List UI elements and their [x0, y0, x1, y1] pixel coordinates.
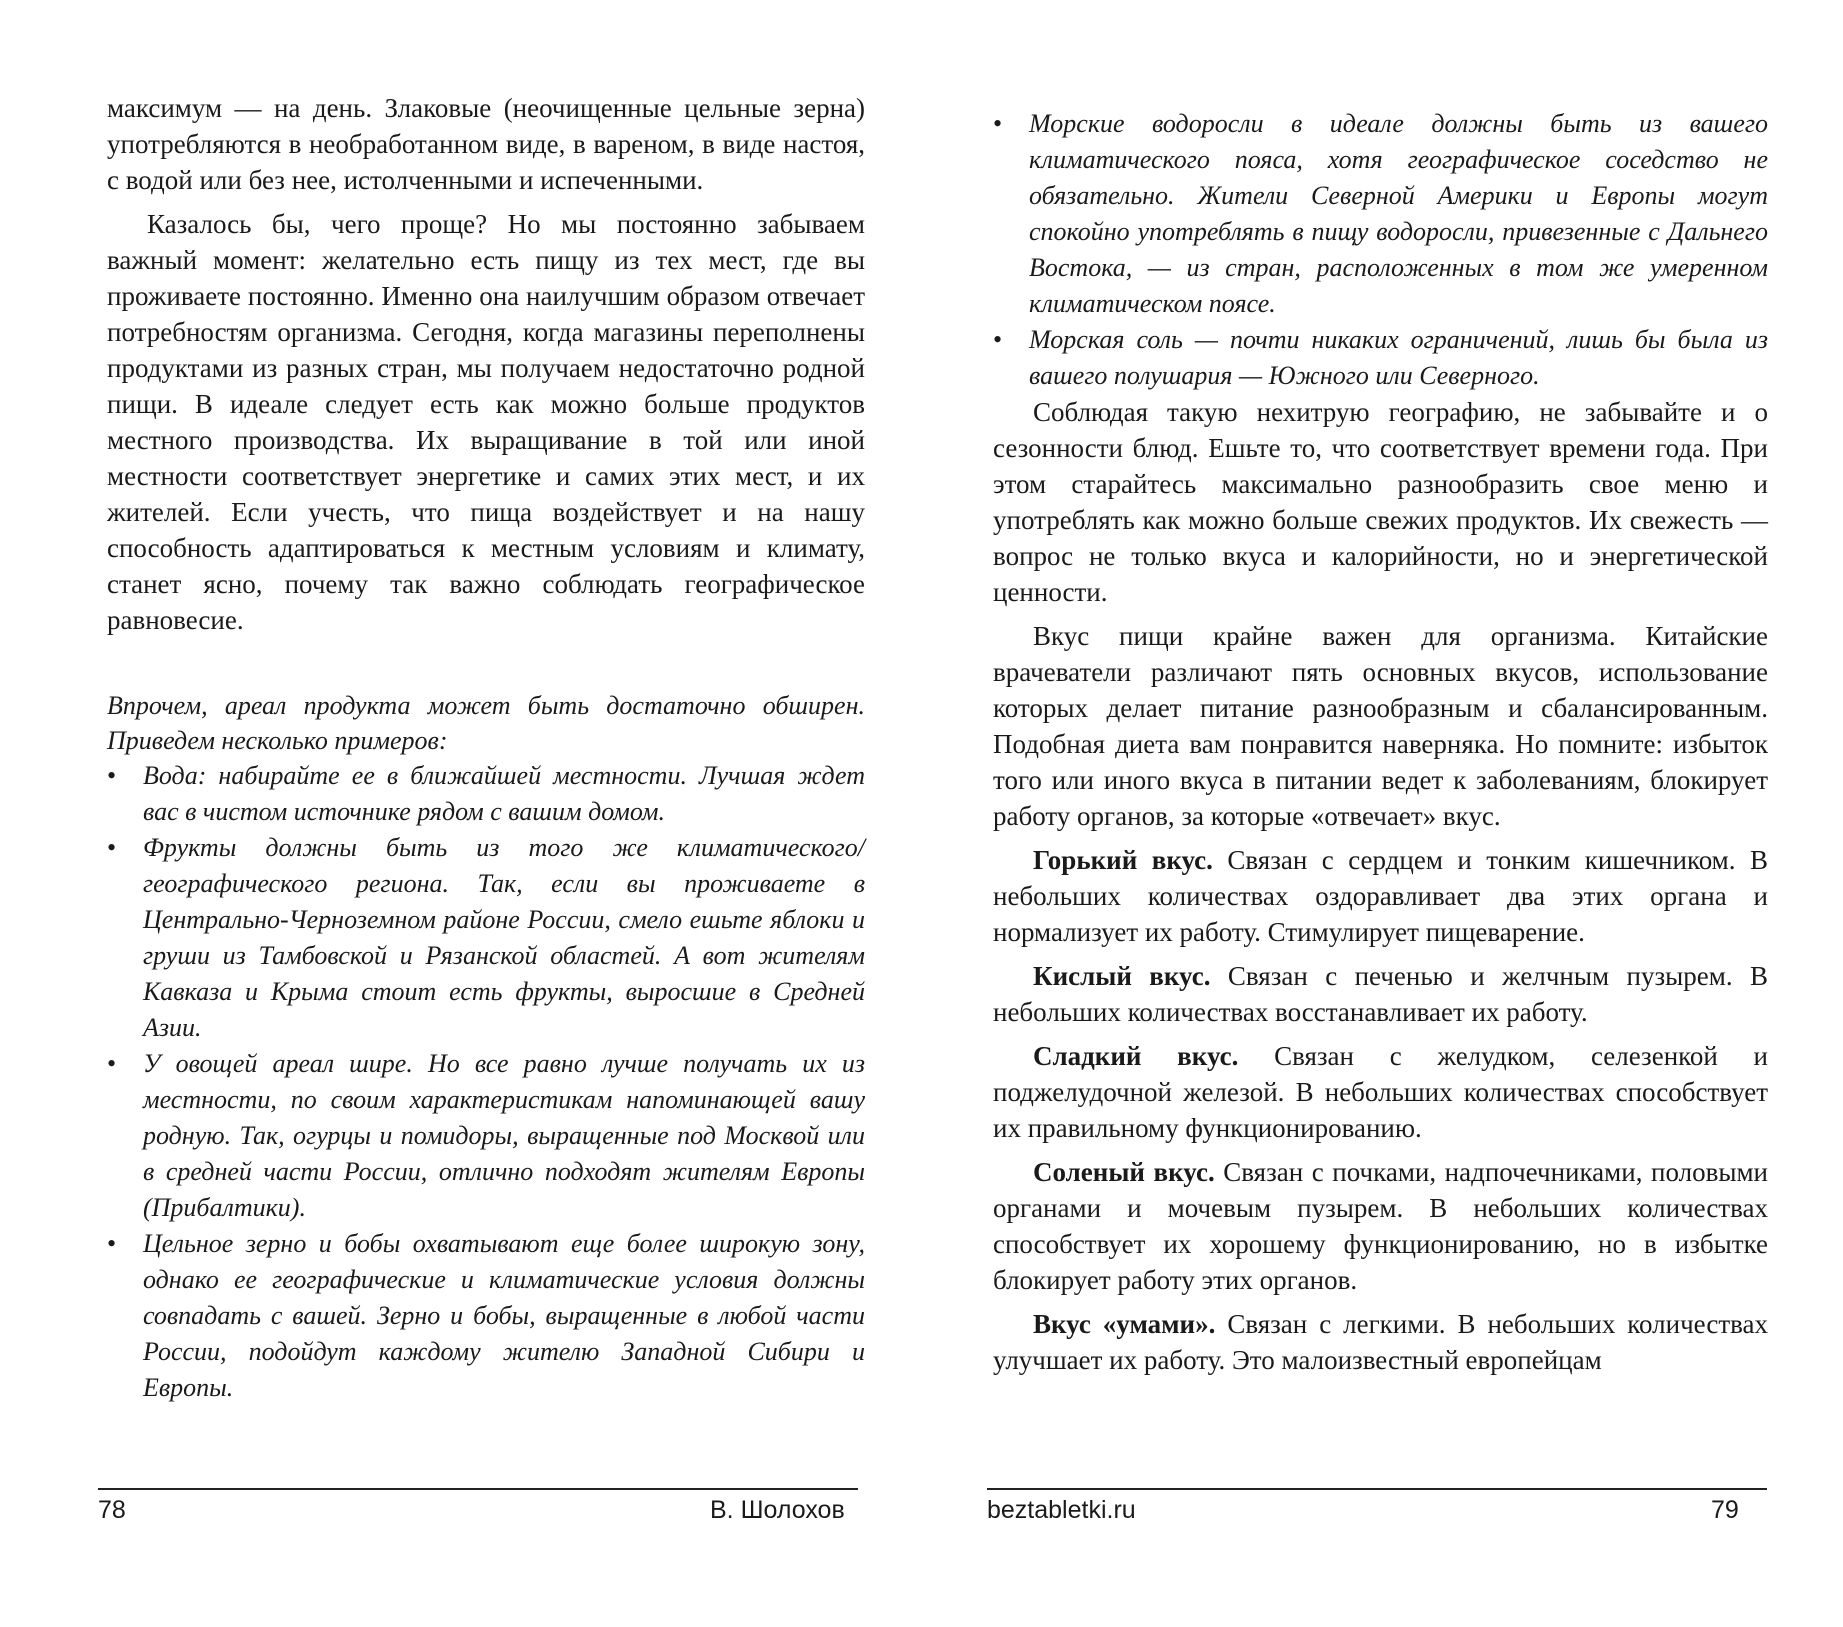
list-item — [107, 1046, 865, 1226]
bullet-icon: • — [993, 325, 1003, 354]
page-number: 78 — [98, 1496, 126, 1524]
taste-text: Связан с печенью и желчным пузырем. В небольших количествах восстанавливает их работу. — [993, 961, 1768, 1027]
list-item — [993, 322, 1768, 394]
list-item — [107, 758, 865, 830]
list-item-text: Фрукты должны быть из того же климатического/ географического региона. Так, если вы проживаете в Центрально-Черноземном районе России, смело ешьте яблоки и груши из Тамбовской и Рязанской областей. А вот жителям Кавказа и Крыма стоит есть фрукты, выросшие в Средней Азии. — [143, 833, 865, 1042]
italic-intro: Впрочем, ареал продукта может быть достаточно обширен. Приведем несколько примеров: — [107, 691, 865, 755]
paragraph: Казалось бы, чего проще? Но мы постоянно забываем важный момент: желательно есть пищу из тех мест, где вы проживаете постоянно. Именно она наилучшим образом отвечает потребностям организма. Сегодня, когда магазины переполнены продуктами из разных стран, мы получаем недостаточно родной пищи. В идеале следует есть как можно больше продуктов местного производства. Их выращивание в той или иной местности соответствует энергетике и самих этих мест, и их жителей. Если учесть, что пища воздействует и на нашу способность адаптироваться к местным условиям и климату, станет ясно, почему так важно соблюдать географическое равновесие. — [107, 209, 865, 635]
taste-text: Связан с легкими. В небольших количествах улучшает их работу. Это малоизвестный европейцам — [993, 1309, 1768, 1375]
paragraph: Вкус пищи крайне важен для организма. Китайские врачеватели различают пять основных вкусов, использование которых делает питание разнообразным и сбалансированным. Подобная диета вам понравится наверняка. Но помните: избыток того или иного вкуса в питании ведет к заболеваниям, блокирует работу органов, за которые «отвечает» вкус. — [993, 621, 1768, 831]
paragraph: Соблюдая такую нехитрую географию, не забывайте и о сезонности блюд. Ешьте то, что соответствует времени года. При этом старайтесь максимально разнообразить свое меню и употреблять как можно больше свежих продуктов. Их свежесть — вопрос не только вкуса и калорийности, но и энергетической ценности. — [993, 397, 1768, 607]
bullet-icon: • — [107, 1229, 117, 1258]
footer-divider — [987, 1488, 1767, 1490]
taste-text: Связан с сердцем и тонким кишечником. В небольших количествах оздоравливает два этих органа и нормализует их работу. Стимулирует пищеварение. — [993, 845, 1768, 947]
taste-name: Соленый вкус. — [1033, 1157, 1215, 1187]
bullet-icon: • — [993, 109, 1003, 138]
bullet-icon: • — [107, 833, 117, 862]
list-item-text: У овощей ареал шире. Но все равно лучше получать их из местности, по своим характеристикам напоминающей вашу родную. Так, огурцы и помидоры, выращенные под Москвой или в средней части России, отлично подходят жителям Европы (Прибалтики). — [143, 1049, 865, 1222]
taste-text: Связан с желудком, селезенкой и поджелудочной железой. В небольших количествах способствует их правильному функционированию. — [993, 1041, 1769, 1143]
list-item — [993, 106, 1768, 322]
list-item-text: Вода: набирайте ее в ближайшей местности. Лучшая ждет вас в чистом источнике рядом с вашим домом. — [143, 761, 865, 826]
taste-text: Связан с почками, надпочечниками, половыми органами и мочевым пузырем. В небольших количествах способствует их хорошему функционированию, но в избытке блокирует работу этих органов. — [993, 1157, 1768, 1295]
taste-paragraph — [993, 1154, 1768, 1298]
bullet-list — [993, 106, 1768, 394]
running-footer-site: beztabletki.ru — [987, 1496, 1136, 1524]
bullet-icon: • — [107, 1049, 117, 1078]
list-item-text: Морские водоросли в идеале должны быть из вашего климатического пояса, хотя географическое соседство не обязательно. Жители Северной Америки и Европы могут спокойно употреблять в пищу водоросли, привезенные с Дальнего Востока, — из стран, расположенных в том же умеренном климатическом поясе. — [1029, 109, 1768, 318]
left-text-column — [107, 90, 865, 1406]
bullet-icon: • — [107, 761, 117, 790]
list-item — [107, 830, 865, 1046]
taste-name: Сладкий вкус. — [1033, 1041, 1239, 1071]
paragraph: максимум — на день. Злаковые (неочищенные цельные зерна) употребляются в необработанном виде, в вареном, в виде настоя, с водой или без нее, истолченными и испеченными. — [107, 93, 865, 195]
list-item-text: Морская соль — почти никаких ограничений, лишь бы была из вашего полушария — Южного или Северного. — [1029, 325, 1768, 390]
taste-paragraph — [993, 1038, 1768, 1146]
taste-paragraph — [993, 1306, 1768, 1378]
list-item — [107, 1226, 865, 1406]
taste-name: Горький вкус. — [1033, 845, 1213, 875]
left-page — [0, 0, 921, 1627]
taste-paragraph — [993, 958, 1768, 1030]
right-page — [921, 0, 1843, 1627]
list-item-text: Цельное зерно и бобы охватывают еще более широкую зону, однако ее географические и климатические условия должны совпадать с вашей. Зерно и бобы, выращенные в любой части России, подойдут каждому жителю Западной Сибири и Европы. — [143, 1229, 865, 1402]
right-text-column — [993, 106, 1768, 1378]
taste-name: Вкус «умами». — [1033, 1309, 1216, 1339]
footer-divider — [98, 1488, 858, 1490]
bullet-list — [107, 758, 865, 1406]
page-number: 79 — [1711, 1496, 1739, 1524]
taste-paragraph — [993, 842, 1768, 950]
taste-name: Кислый вкус. — [1033, 961, 1211, 991]
running-footer-author: В. Шолохов — [710, 1496, 845, 1524]
